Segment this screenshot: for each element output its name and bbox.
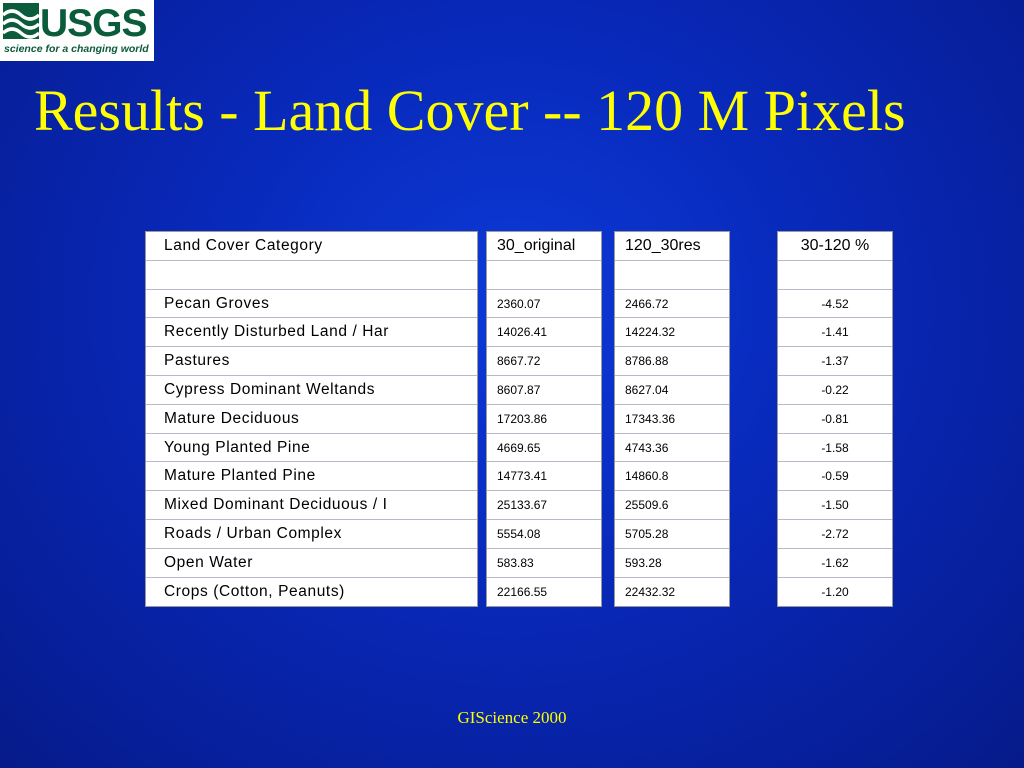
category-cell: Crops (Cotton, Peanuts): [164, 582, 345, 600]
res-value-cell: 22432.32: [625, 584, 676, 599]
category-cell: Open Water: [146, 549, 477, 578]
logo-tagline: science for a changing world: [4, 43, 149, 55]
percent-blank-cell: [778, 261, 892, 290]
logo-wordmark: USGS: [40, 2, 147, 45]
category-cell: Mature Planted Pine: [146, 462, 477, 491]
original-value-cell: 17203.86: [487, 405, 601, 434]
category-cell: Pecan Groves: [146, 290, 477, 319]
percent-value-cell: -1.37: [778, 347, 892, 376]
percent-value-cell: -4.52: [778, 290, 892, 319]
category-header: Land Cover Category: [146, 232, 477, 261]
res-value-cell: 25509.6: [615, 491, 729, 520]
res-value-cell: 8627.04: [615, 376, 729, 405]
percent-value-cell: -1.50: [778, 491, 892, 520]
percent-value-cell: -1.58: [778, 434, 892, 463]
slide-title: Results - Land Cover -- 120 M Pixels: [34, 78, 906, 143]
category-blank-cell: [146, 261, 477, 290]
res-header: 120_30res: [615, 232, 729, 261]
original-value-cell: 5554.08: [487, 520, 601, 549]
percent-value-cell: -0.22: [778, 376, 892, 405]
res-value-cell: 2466.72: [615, 290, 729, 319]
res-rows: [615, 290, 729, 607]
percent-value-cell: -0.59: [778, 462, 892, 491]
category-column: [145, 231, 478, 607]
res-blank-cell: [615, 261, 729, 290]
original-value-cell: 583.83: [487, 549, 601, 578]
category-cell: Recently Disturbed Land / Har: [146, 318, 477, 347]
res-value-cell: 593.28: [615, 549, 729, 578]
original-header: 30_original: [487, 232, 601, 261]
res-value-cell: 14860.8: [615, 462, 729, 491]
percent-rows: [778, 290, 892, 607]
original-value-cell: 2360.07: [487, 290, 601, 319]
original-value-cell: 22166.55: [497, 584, 548, 599]
original-value-cell: 8607.87: [487, 376, 601, 405]
original-value-cell: 14026.41: [487, 318, 601, 347]
usgs-logo: [0, 0, 154, 61]
percent-column: [777, 231, 893, 607]
res-value-cell: 4743.36: [615, 434, 729, 463]
category-cell: Pastures: [146, 347, 477, 376]
original-blank-cell: [487, 261, 601, 290]
res-value-cell: 5705.28: [615, 520, 729, 549]
footer-text: GIScience 2000: [457, 708, 567, 727]
original-rows: [487, 290, 601, 607]
res-column: [614, 231, 730, 607]
category-rows: [146, 290, 477, 607]
usgs-wave-icon: [3, 3, 39, 39]
percent-value-cell: -1.41: [778, 318, 892, 347]
percent-header: 30-120 %: [778, 232, 892, 261]
original-value-cell: 4669.65: [487, 434, 601, 463]
category-cell: Cypress Dominant Weltands: [146, 376, 477, 405]
category-cell: Mixed Dominant Deciduous / I: [146, 491, 477, 520]
res-value-cell: 14224.32: [615, 318, 729, 347]
category-cell: Roads / Urban Complex: [146, 520, 477, 549]
original-value-cell: 8667.72: [487, 347, 601, 376]
percent-value-cell: -1.62: [778, 549, 892, 578]
percent-value-cell: -2.72: [778, 520, 892, 549]
original-column: [486, 231, 602, 607]
percent-value-cell: -1.20: [821, 584, 849, 599]
original-value-cell: 25133.67: [487, 491, 601, 520]
res-value-cell: 8786.88: [615, 347, 729, 376]
percent-value-cell: -0.81: [778, 405, 892, 434]
category-cell: Young Planted Pine: [146, 434, 477, 463]
original-value-cell: 14773.41: [487, 462, 601, 491]
category-cell: Mature Deciduous: [146, 405, 477, 434]
res-value-cell: 17343.36: [615, 405, 729, 434]
